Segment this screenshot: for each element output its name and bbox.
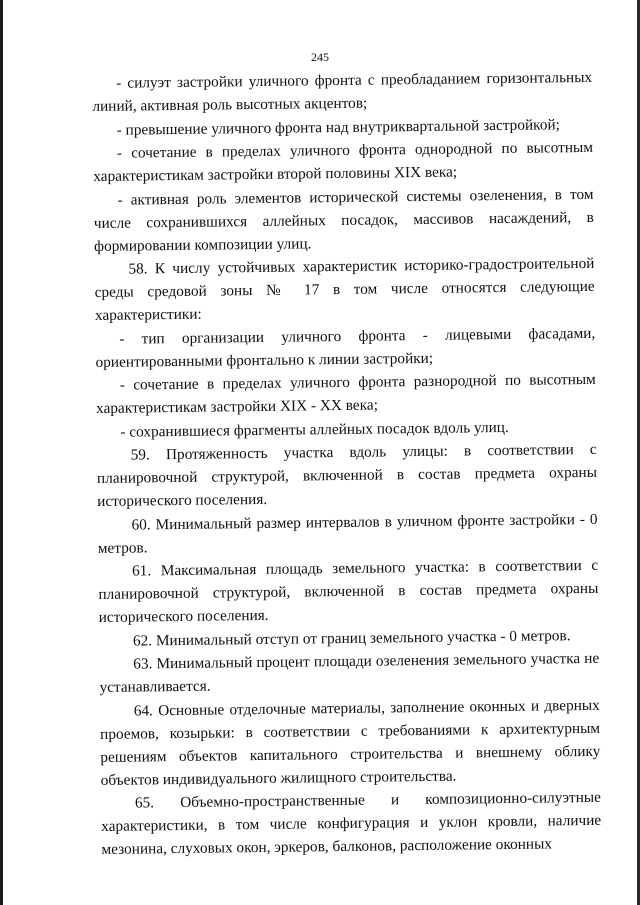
paragraph-bullet: - силуэт застройки уличного фронта с преобладанием горизонтальных линий, активная роль высотных акцентов;	[92, 68, 593, 115]
paragraph-numbered: 63. Минимальный процент площади озеленения земельного участка не устанавливается.	[99, 649, 600, 696]
page-number: 245	[311, 50, 329, 64]
paragraph-numbered: 61. Максимальная площадь земельного участка: в соответствии с планировочной структурой, включенной в состав предмета охраны исторического поселения.	[98, 556, 599, 626]
paragraph-bullet: - сочетание в пределах уличного фронта однородной по высотным характеристикам застройки второй половины XIX века;	[93, 138, 594, 185]
document-body	[92, 66, 602, 861]
paragraph-numbered: 60. Минимальный размер интервалов в уличном фронте застройки - 0 метров.	[97, 510, 598, 557]
paragraph-bullet: - сохранившиеся фрагменты аллейных посадок вдоль улиц.	[120, 418, 509, 441]
paragraph-bullet: - превышение уличного фронта над внутриквартальной застройкой;	[116, 115, 560, 139]
paragraph-bullet: - сочетание в пределах уличного фронта разнородной по высотным характеристикам застройки XIX - XX века;	[96, 370, 596, 417]
scan-edge-left	[0, 0, 3, 905]
paragraph-numbered: 62. Минимальный отступ от границ земельного участка - 0 метров.	[132, 626, 571, 650]
paragraph-numbered: 64. Основные отделочные материалы, заполнение оконных и дверных проемов, козырьки: в соответствии с требованиями к архитектурным решениям объектов капитального строительства и внешнему облику объектов индивидуального жилищного строительства.	[99, 696, 601, 789]
paragraph-numbered: 65. Объемно-пространственные и композиционно-силуэтные характеристики, в том числе конфигурация и уклон кровли, наличие мезонина, слуховых окон, эркеров, балконов, расположение оконных	[101, 788, 602, 858]
paragraph-bullet: - тип организации уличного фронта - лицевыми фасадами, ориентированными фронтально к линии застройки;	[95, 324, 596, 371]
paragraph-numbered: 59. Протяженность участка вдоль улицы: в соответствии с планировочной структурой, включенной в состав предмета охраны исторического поселения.	[96, 440, 598, 510]
paragraph-numbered: 58. К числу устойчивых характеристик историко-градостроительной среды средовой зоны № 17 в том числе относятся следующие характеристики:	[94, 254, 595, 324]
paragraph-bullet: - активная роль элементов исторической системы озеленения, в том числе сохранившихся аллейных посадок, массивов насаждений, в формировании композиции улиц.	[93, 185, 594, 255]
